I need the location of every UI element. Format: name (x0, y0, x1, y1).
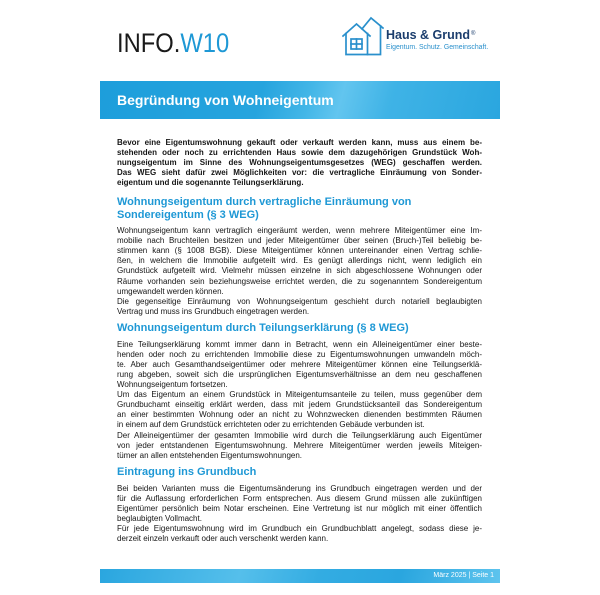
intro-line: eigentum und die sogenannte Teilungserklärung. (117, 178, 304, 188)
sections (117, 196, 482, 544)
brand-name (386, 28, 475, 42)
section-heading-line: Wohnungseigentum durch Teilungserklärung (§ 8 WEG) (117, 322, 409, 335)
text-line: Grundstück aufgeteilt wird. Vielmehr müssen einzelne in sich abgeschlossene Wohnungen oder (117, 266, 482, 276)
footer-date-page: März 2025 | Seite 1 (433, 572, 494, 579)
text-line: umgewandelt werden können. (117, 286, 224, 296)
text-line: Grundbuchamt einseitig erklärt werden, dass mit jedem Grundstücksanteil das Sondereigentum (117, 400, 482, 410)
intro-paragraph (117, 138, 482, 188)
info-number: W10 (180, 28, 230, 58)
text-line: Für jede Eigentumswohnung wird im Grundbuch ein Grundbuchblatt angelegt, sodass diese je- (117, 524, 482, 533)
body-paragraph (117, 524, 482, 544)
text-line: stimmen kann (§ 1008 BGB). Diese Miteigentümer können untereinander einen Vertrag schlie- (117, 246, 482, 256)
body-paragraph (117, 226, 482, 297)
section-heading (117, 322, 482, 334)
body-paragraph (117, 431, 482, 461)
text-line: an einer bestimmten Wohnung oder an nicht zu Wohnzwecken dienenden bestimmten Räumen (117, 410, 482, 420)
page-footer-bar (100, 569, 500, 583)
info-prefix: INFO. (117, 28, 181, 58)
intro-line: nungseigentum im Sinne des Wohnungseigentumsgesetzes (WEG) geschaffen werden. (117, 158, 482, 168)
info-code (117, 30, 229, 57)
intro-line: stehenden oder noch zu errichtenden Haus sowie dem dazugehörigen Grundstück Woh- (117, 148, 482, 158)
section-heading-line: Eintragung ins Grundbuch (117, 466, 257, 479)
content-section (117, 466, 482, 544)
registered-mark: ® (471, 31, 476, 37)
text-line: Räume vorhanden sein beziehungsweise errichtet werden, die zu sogenanntem Sondereigentum (117, 276, 482, 286)
house-logo-icon (342, 16, 384, 56)
text-line: henden oder noch zu errichtenden Immobilie diese zu Eigentumswohnungen umwandeln möch- (117, 349, 482, 359)
text-line: Der Alleineigentümer der gesamten Immobilie wird durch die Teilungserklärung auch Eigentümer (117, 430, 482, 440)
text-line: beglaubigten Vollmacht. (117, 513, 202, 523)
content-section (117, 196, 482, 316)
document-body (117, 138, 482, 544)
text-line: Um das Eigentum an einem Grundstück in Miteigentumsanteile zu teilen, muss gegenüber dem (117, 390, 482, 400)
section-heading (117, 466, 482, 478)
body-paragraph (117, 390, 482, 430)
text-line: Die gegenseitige Einräumung von Wohnungseigentum geschieht durch notariell beglaubigten (117, 296, 482, 306)
intro-line: Das WEG sieht dafür zwei Möglichkeiten vor: die vertragliche Einräumung von Sonder- (117, 168, 482, 178)
text-line: Vertrag und muss ins Grundbuch eingetragen werden. (117, 306, 310, 316)
text-line: derzeit einzeln verkauft oder auch verschenkt werden kann. (117, 534, 329, 544)
text-line: Eine Teilungserklärung kommt immer dann in Betracht, wenn ein Alleineigentümer einer beste- (117, 339, 482, 349)
section-heading-line: Sondereigentum (§ 3 WEG) (117, 208, 259, 221)
body-paragraph (117, 340, 482, 390)
text-line: von jeder entstandenen Eigentumswohnung. Mehrere Miteigentümer werden jeweils Miteigen- (117, 440, 482, 450)
content-section (117, 322, 482, 460)
title-banner (100, 81, 500, 119)
text-line: ßen, in welchem die Immobilie aufgeteilt wird. Es genügt allerdings nicht, wenn lediglich ein (117, 256, 482, 266)
brand-tagline: Eigentum. Schutz. Gemeinschaft. (386, 44, 489, 51)
text-line: tümer an allen entstehenden Eigentumswohnungen. (117, 450, 303, 460)
section-heading-line: Wohnungseigentum durch vertragliche Einräumung von (117, 196, 412, 209)
text-line: mobilie nach Bruchteilen besitzen und jeder Miteigentümer über seinen (Bruch-)Teil beliebig be- (117, 236, 482, 246)
text-line: für die Auflassung erforderlichen Form entsprechen. Aus diesem Grund müssen alle zukünftigen (117, 493, 482, 503)
text-line: Eigentümer persönlich beim Notar erscheinen. Eine Vertretung ist nur möglich mit einer öffentlich (117, 503, 482, 513)
text-line: Wohnungseigentum kann vertraglich eingeräumt werden, wenn mehrere Miteigentümer eine Im- (117, 226, 482, 236)
text-line: Wohnungseigentum fortsetzen. (117, 380, 228, 390)
text-line: in einem auf dem Grundstück errichteten oder zu errichtenden Gebäude verbunden ist. (117, 420, 425, 430)
intro-line: Bevor eine Eigentumswohnung gekauft oder verkauft werden kann, muss aus einem be- (117, 138, 482, 147)
text-line: rung abgeben, soweit sich die ursprünglichen Eigentumsverhältnisse an dem neu geschaffenen (117, 369, 482, 379)
section-heading (117, 196, 482, 221)
text-line: Bei beiden Varianten muss die Eigentumsänderung ins Grundbuch eingetragen werden und der (117, 483, 482, 493)
body-paragraph (117, 297, 482, 317)
page-title: Begründung von Wohneigentum (117, 92, 334, 108)
body-paragraph (117, 484, 482, 524)
brand-name-text: Haus & Grund (386, 28, 471, 42)
text-line: te. Aber auch Gesamthandseigentümer oder mehrere Miteigentümer können eine Teilungserklä- (117, 359, 482, 369)
